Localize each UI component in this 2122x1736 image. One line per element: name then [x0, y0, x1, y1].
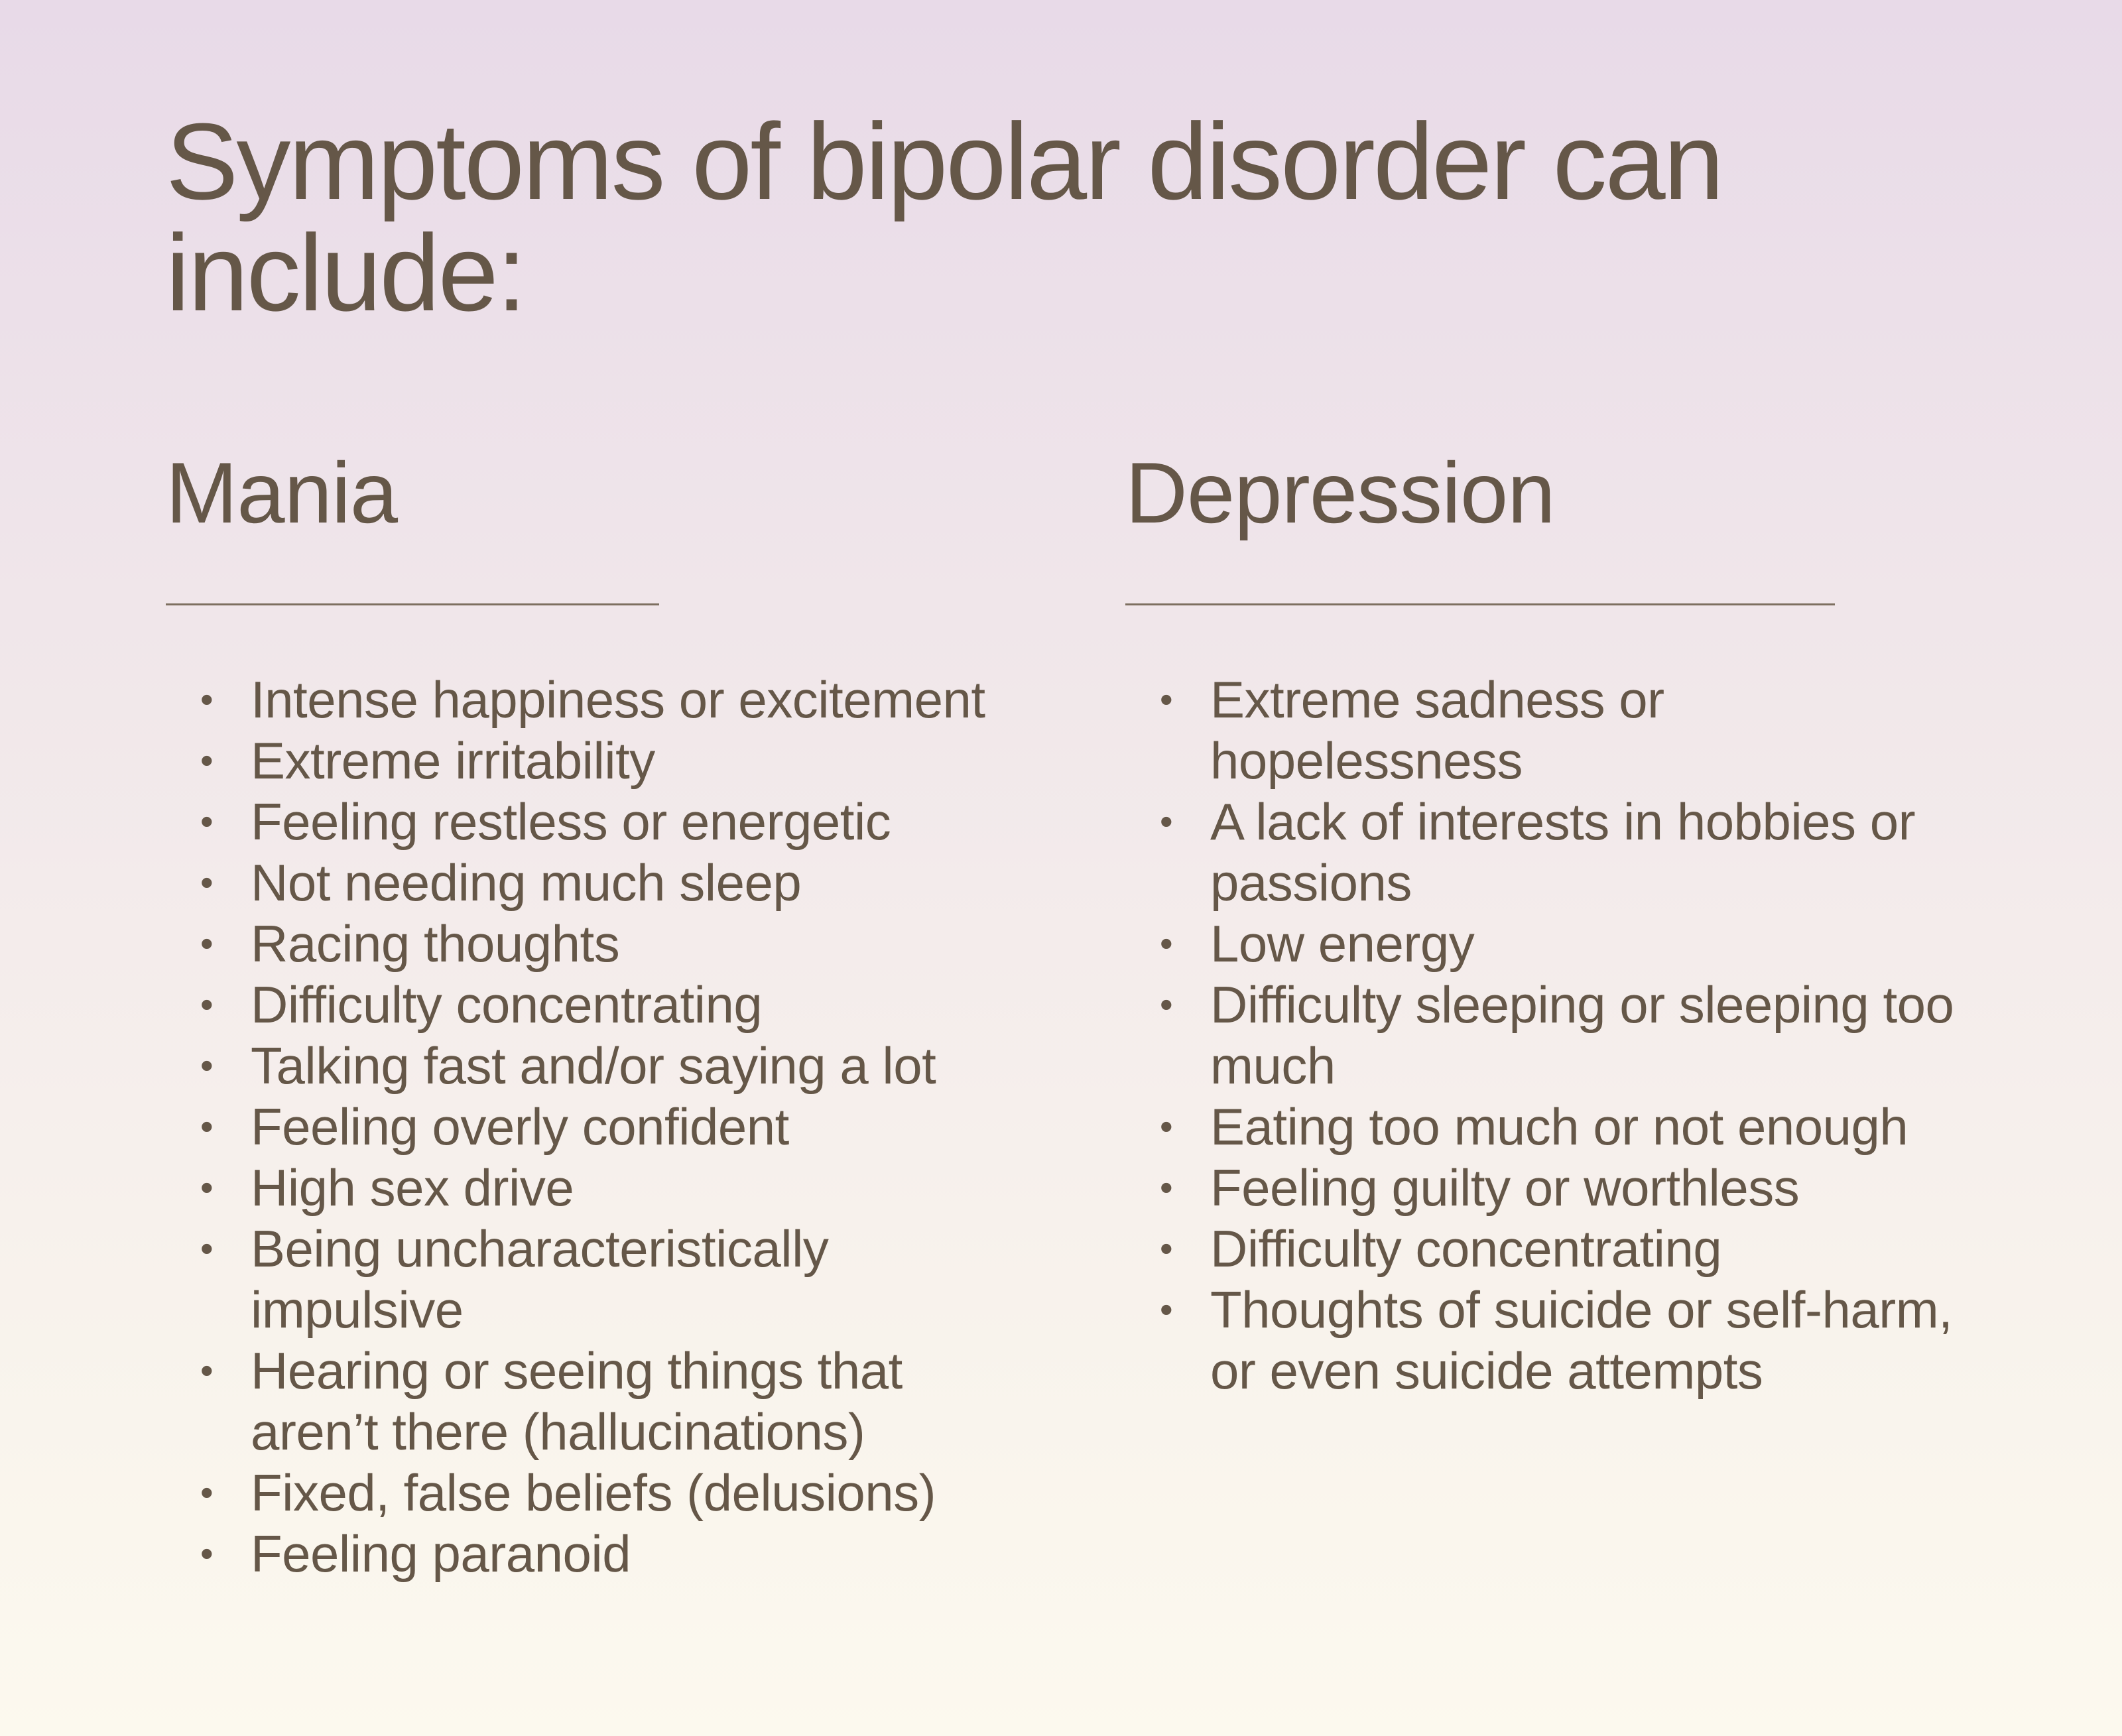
- bullet-icon: •: [200, 861, 214, 903]
- mania-symptom-text: Feeling overly confident: [251, 1097, 789, 1156]
- depression-divider: [1125, 603, 1835, 605]
- mania-symptom-text: High sex drive: [251, 1158, 574, 1217]
- depression-symptom-text: Eating too much or not enough: [1210, 1097, 1908, 1156]
- depression-symptom-item: [1125, 1279, 1960, 1401]
- mania-symptom-item: [166, 730, 1020, 791]
- bullet-icon: •: [200, 1349, 214, 1391]
- depression-symptom-item: [1125, 791, 1960, 913]
- mania-symptom-item: [166, 1157, 1020, 1218]
- mania-symptom-text: Racing thoughts: [251, 914, 620, 973]
- depression-symptom-text: Difficulty concentrating: [1210, 1219, 1722, 1278]
- depression-symptom-text: Low energy: [1210, 914, 1475, 973]
- bullet-icon: •: [1160, 922, 1173, 964]
- bullet-icon: •: [1160, 1227, 1173, 1269]
- bullet-icon: •: [1160, 983, 1173, 1025]
- depression-symptom-item: [1125, 1096, 1960, 1157]
- mania-symptom-item: [166, 791, 1020, 852]
- bullet-icon: •: [200, 1105, 214, 1147]
- mania-symptom-text: Difficulty concentrating: [251, 975, 763, 1034]
- mania-symptom-item: [166, 1462, 1020, 1523]
- mania-symptom-text: Feeling restless or energetic: [251, 792, 891, 851]
- mania-heading: Mania: [166, 444, 398, 541]
- depression-symptom-text: Extreme sadness or hopelessness: [1210, 670, 1664, 790]
- depression-symptom-item: [1125, 669, 1960, 791]
- bullet-icon: •: [200, 1044, 214, 1086]
- depression-symptom-list: [1125, 669, 2054, 1401]
- depression-symptom-item: [1125, 974, 1960, 1096]
- mania-symptom-text: Fixed, false beliefs (delusions): [251, 1463, 936, 1522]
- depression-symptom-text: A lack of interests in hobbies or passions: [1210, 792, 1916, 912]
- bullet-icon: •: [1160, 1105, 1173, 1147]
- mania-symptom-item: [166, 852, 1020, 913]
- mania-symptom-text: Talking fast and/or saying a lot: [251, 1036, 936, 1095]
- bullet-icon: •: [200, 800, 214, 842]
- bullet-icon: •: [1160, 1166, 1173, 1208]
- bullet-icon: •: [200, 678, 214, 720]
- depression-symptom-item: [1125, 913, 1960, 974]
- mania-symptom-item: [166, 1340, 1020, 1462]
- mania-divider: [166, 603, 659, 605]
- mania-symptom-item: [166, 1218, 1020, 1340]
- depression-symptom-text: Difficulty sleeping or sleeping too much: [1210, 975, 1954, 1095]
- mania-symptom-text: Extreme irritability: [251, 731, 655, 790]
- bullet-icon: •: [200, 1532, 214, 1574]
- mania-symptom-item: [166, 1096, 1020, 1157]
- depression-column: [1125, 443, 2054, 1401]
- depression-heading: Depression: [1125, 444, 1555, 541]
- bullet-icon: •: [200, 1166, 214, 1208]
- bullet-icon: •: [1160, 678, 1173, 720]
- mania-symptom-text: Not needing much sleep: [251, 853, 802, 912]
- mania-symptom-item: [166, 913, 1020, 974]
- mania-symptom-item: [166, 1523, 1020, 1584]
- mania-symptom-text: Feeling paranoid: [251, 1524, 631, 1583]
- mania-column: [166, 443, 1028, 1584]
- depression-symptom-text: Feeling guilty or worthless: [1210, 1158, 1800, 1217]
- bullet-icon: •: [200, 922, 214, 964]
- bullet-icon: •: [200, 983, 214, 1025]
- mania-symptom-item: [166, 974, 1020, 1035]
- bullet-icon: •: [1160, 1288, 1173, 1330]
- mania-symptom-text: Being uncharacteristically impulsive: [251, 1219, 829, 1339]
- depression-symptom-item: [1125, 1218, 1960, 1279]
- mania-symptom-item: [166, 1035, 1020, 1096]
- bullet-icon: •: [1160, 800, 1173, 842]
- bullet-icon: •: [200, 1471, 214, 1513]
- depression-symptom-item: [1125, 1157, 1960, 1218]
- mania-symptom-list: [166, 669, 1028, 1584]
- mania-symptom-text: Intense happiness or excitement: [251, 670, 985, 729]
- mania-symptom-item: [166, 669, 1020, 730]
- mania-symptom-text: Hearing or seeing things that aren’t there (hallucinations): [251, 1341, 903, 1461]
- page-title: Symptoms of bipolar disorder can include:: [166, 101, 1722, 334]
- bullet-icon: •: [200, 1227, 214, 1269]
- bullet-icon: •: [200, 739, 214, 781]
- depression-symptom-text: Thoughts of suicide or self-harm, or even suicide attempts: [1210, 1280, 1953, 1400]
